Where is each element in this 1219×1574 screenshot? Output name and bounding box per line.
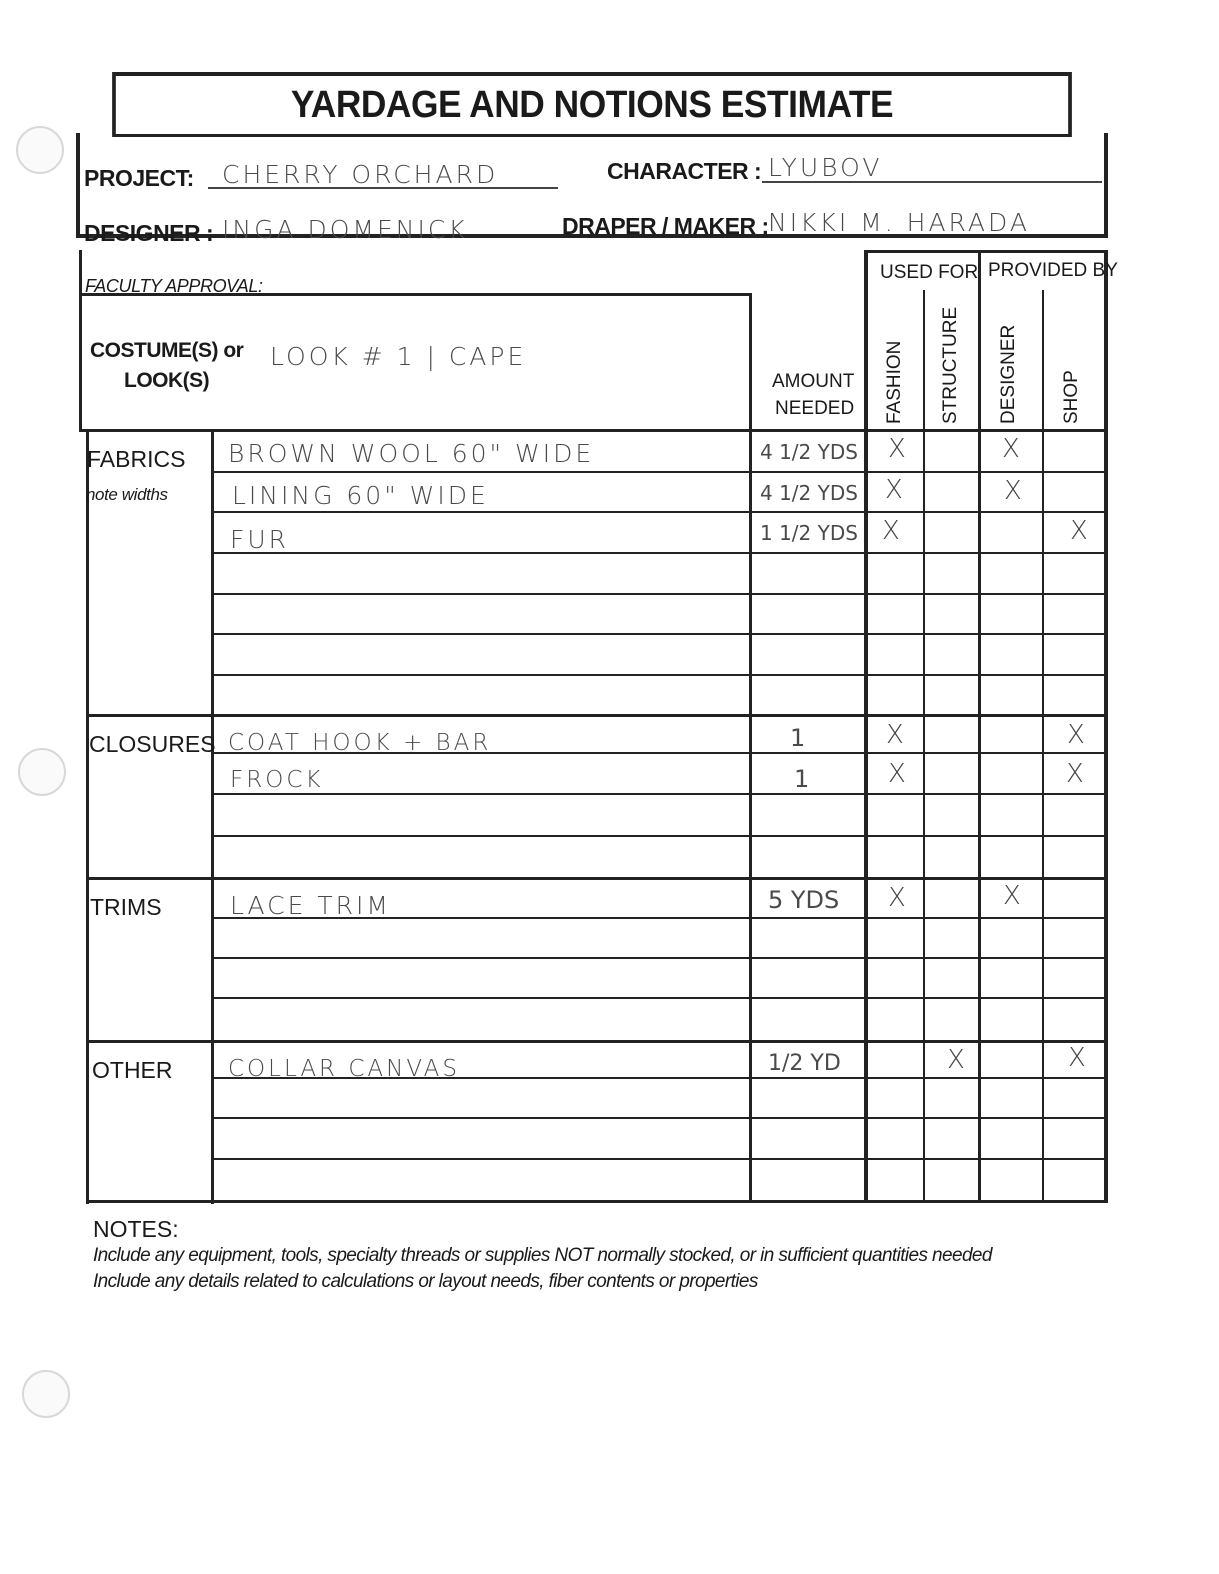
row-line <box>213 997 1106 999</box>
row-line <box>213 511 1106 513</box>
trim-row-1-amount: 5 YDS <box>768 886 840 914</box>
other-label: OTHER <box>92 1057 173 1083</box>
shop-col-left <box>1042 290 1044 1200</box>
row-line <box>213 1158 1106 1160</box>
closure-row-1-shop: X <box>1067 720 1085 750</box>
row-line <box>213 1117 1106 1119</box>
fabrics-note: note widths <box>86 485 168 504</box>
row-line <box>213 835 1106 837</box>
structure-col-left <box>923 290 925 1200</box>
form-title: YARDAGE AND NOTIONS ESTIMATE <box>112 72 1072 137</box>
costume-label-1: COSTUME(S) or <box>90 339 244 362</box>
section-line <box>88 877 1106 880</box>
table-border-top-right <box>864 250 1106 253</box>
designer-label: DESIGNER : <box>84 220 214 246</box>
project-underline <box>208 187 558 189</box>
section-line <box>88 714 1106 717</box>
fabrics-label: FABRICS <box>87 446 186 472</box>
notes-section <box>93 1216 992 1293</box>
closure-row-2-amount: 1 <box>794 765 810 793</box>
other-row-1-amount: 1/2 YD <box>768 1051 841 1076</box>
col-fashion: FASHION <box>884 340 905 424</box>
fashion-col-left <box>864 250 868 1200</box>
table-border-right <box>1104 250 1108 1200</box>
provided-by-label: PROVIDED BY <box>988 260 1118 281</box>
character-underline <box>762 181 1102 183</box>
other-row-1-structure: X <box>947 1045 965 1075</box>
section-line <box>88 1040 1106 1043</box>
amount-col-left <box>749 293 752 1203</box>
row-line <box>213 793 1106 795</box>
closure-row-2-desc: FROCK <box>230 767 324 793</box>
fabric-row-3-shop: X <box>1070 516 1088 546</box>
col-structure: STRUCTURE <box>940 306 961 424</box>
trims-label: TRIMS <box>90 894 162 920</box>
fabric-row-1-amount: 4 1/2 YDS <box>760 440 858 464</box>
character-label: CHARACTER : <box>607 158 762 184</box>
fabric-row-1-desc: BROWN WOOL 60" WIDE <box>228 439 595 468</box>
notes-label: NOTES: <box>93 1216 179 1242</box>
other-row-1-desc: COLLAR CANVAS <box>228 1056 460 1082</box>
draper-value: NIKKI M. HARADA <box>768 208 1030 237</box>
fabric-row-2-desc: LINING 60" WIDE <box>232 481 489 510</box>
fabric-row-2-amount: 4 1/2 YDS <box>760 481 858 505</box>
row-line <box>213 552 1106 554</box>
row-line <box>213 593 1106 595</box>
designer-value: INGA DOMENICK <box>222 215 468 244</box>
other-row-1-shop: X <box>1068 1043 1086 1073</box>
fabric-row-1-fashion: X <box>888 434 906 464</box>
fabric-row-1-designer: X <box>1002 434 1020 464</box>
binder-hole <box>16 126 64 174</box>
fabric-row-2-fashion: X <box>885 475 903 505</box>
trim-row-1-desc: LACE TRIM <box>230 891 391 920</box>
used-for-label: USED FOR <box>880 262 979 283</box>
row-line <box>213 471 1106 473</box>
amount-label-1: AMOUNT <box>772 371 855 392</box>
closure-row-1-fashion: X <box>886 720 904 750</box>
binder-hole <box>22 1370 70 1418</box>
binder-hole <box>18 748 66 796</box>
project-value: CHERRY ORCHARD <box>222 160 499 189</box>
notes-line-2: Include any details related to calculations or layout needs, fiber contents or properties <box>93 1271 758 1292</box>
row-line <box>213 633 1106 635</box>
table-bottom <box>86 1200 1108 1203</box>
project-label: PROJECT: <box>84 165 194 191</box>
designer-col-left <box>978 250 981 1200</box>
draper-label: DRAPER / MAKER : <box>562 213 769 239</box>
fabric-row-3-fashion: X <box>882 516 900 546</box>
row-line <box>213 957 1106 959</box>
costume-label-2: LOOK(S) <box>124 369 210 392</box>
category-col-border <box>86 432 89 1204</box>
fabric-row-3-desc: FUR <box>230 525 290 554</box>
table-border-left <box>79 250 82 432</box>
faculty-approval-label: FACULTY APPROVAL: <box>85 276 263 296</box>
fabric-row-2-designer: X <box>1004 476 1022 506</box>
trim-row-1-designer: X <box>1003 881 1021 911</box>
closure-row-2-fashion: X <box>888 759 906 789</box>
row-line <box>213 674 1106 676</box>
notes-line-1: Include any equipment, tools, specialty threads or supplies NOT normally stocked, or in sufficient quantities needed <box>93 1245 992 1266</box>
character-value: LYUBOV <box>768 153 883 182</box>
fabric-row-3-amount: 1 1/2 YDS <box>760 521 858 545</box>
closure-row-1-desc: COAT HOOK + BAR <box>228 730 492 756</box>
desc-col-left <box>211 432 214 1204</box>
closures-label: CLOSURES <box>89 731 216 757</box>
col-shop: SHOP <box>1061 370 1082 424</box>
col-designer: DESIGNER <box>998 324 1019 424</box>
closure-row-2-shop: X <box>1066 759 1084 789</box>
header-bottom <box>79 429 1108 432</box>
trim-row-1-fashion: X <box>888 883 906 913</box>
closure-row-1-amount: 1 <box>790 724 806 752</box>
amount-label-2: NEEDED <box>775 398 855 419</box>
costume-value: LOOK # 1 | CAPE <box>270 342 527 371</box>
